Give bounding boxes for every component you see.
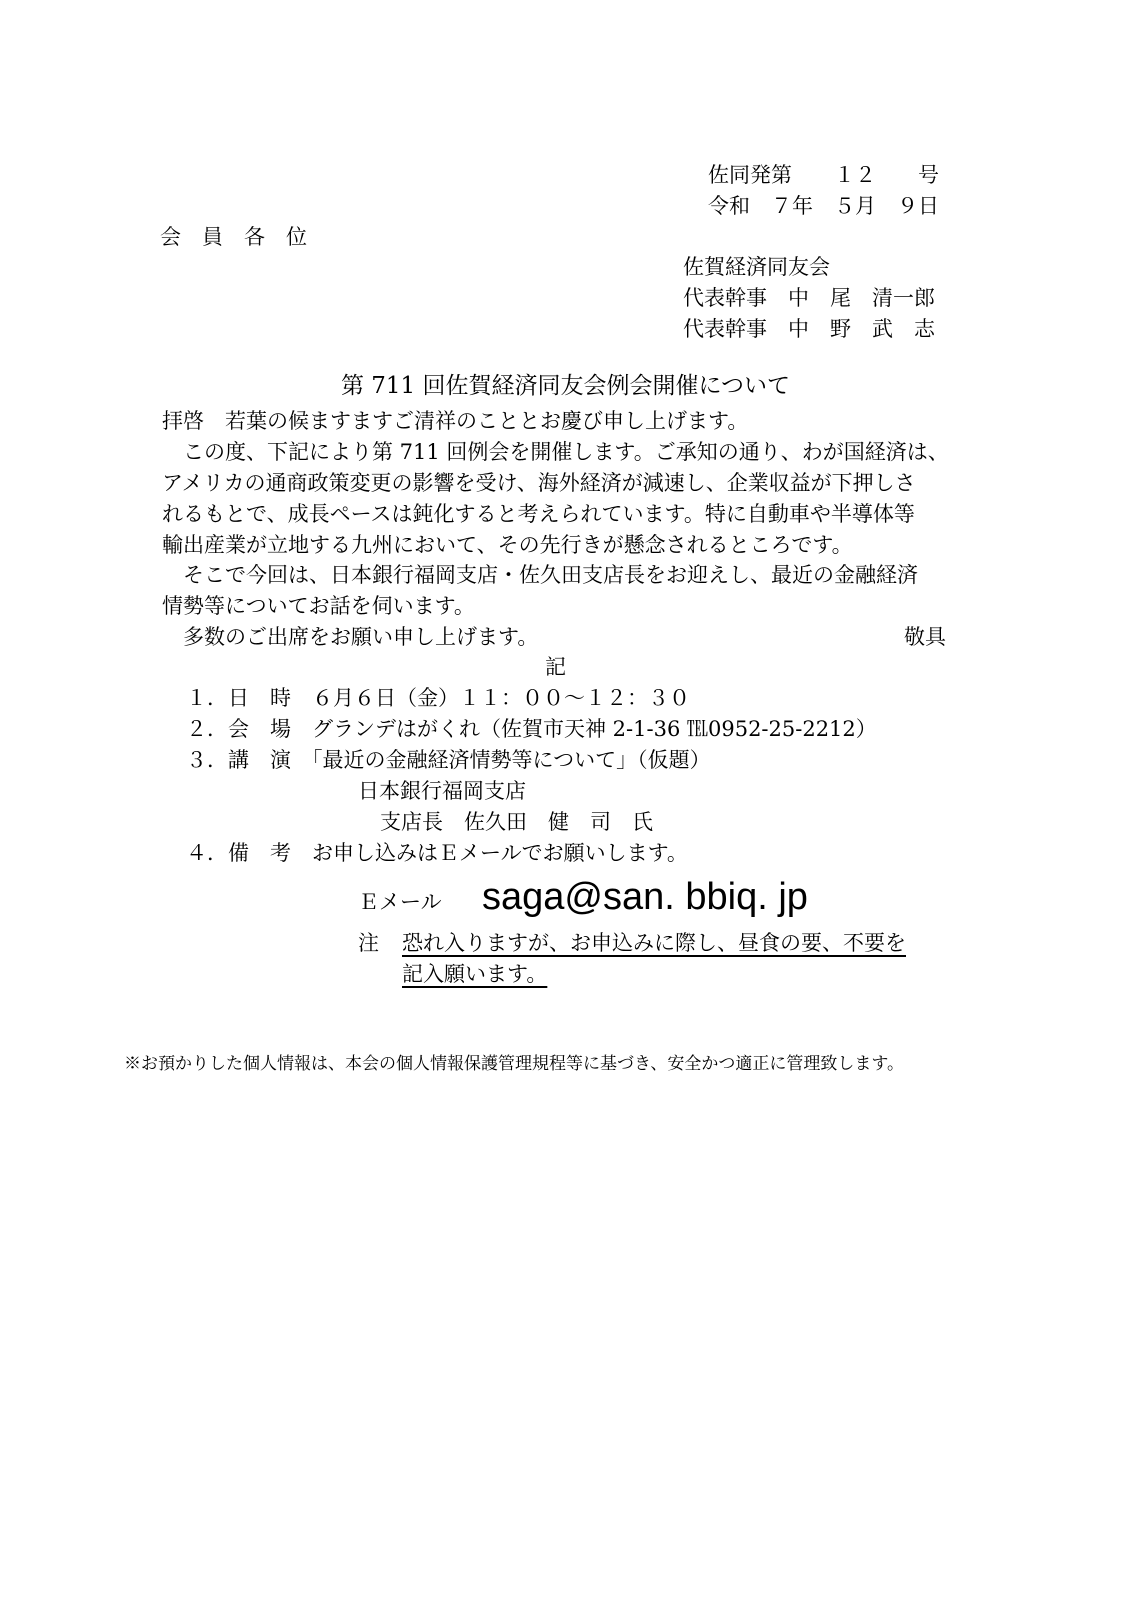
email-address: saga@san. bbiq. jp — [482, 876, 808, 918]
lecture-organization: 日本銀行福岡支店 — [358, 779, 526, 803]
body-line-1: 拝啓 若葉の候ますますご清祥のこととお慶び申し上げます。 — [162, 409, 749, 433]
body-line-6: そこで今回は、日本銀行福岡支店・佐久田支店長をお迎えし、最近の金融経済 — [162, 563, 918, 587]
email-label: Ｅメール — [358, 890, 442, 914]
body-line-8: 多数のご出席をお願い申し上げます。 — [162, 625, 539, 649]
body-line-7: 情勢等についてお話を伺います。 — [162, 594, 475, 618]
document-number: 佐同発第 １２ 号 — [708, 163, 939, 187]
sender-organization: 佐賀経済同友会 — [683, 255, 830, 279]
body-line-4: れるもとで、成長ペースは鈍化すると考えられています。特に自動車や半導体等 — [162, 502, 915, 526]
item-datetime: １．日 時 ６月６日（金）１１：００～１２：３０ — [186, 686, 690, 710]
body-line-3: アメリカの通商政策変更の影響を受け、海外経済が減速し、企業収益が下押しさ — [162, 471, 916, 495]
sender-signer-1: 代表幹事 中 尾 清一郎 — [683, 286, 935, 310]
note-line-2: 記入願います。 — [402, 962, 548, 986]
item-venue: ２．会 場 グランデはがくれ（佐賀市天神 2-1-36 ℡0952-25-2212） — [186, 717, 877, 741]
document-date: 令和 ７年 ５月 ９日 — [708, 194, 939, 218]
addressee: 会 員 各 位 — [160, 225, 307, 249]
ki-heading: 記 — [545, 655, 566, 679]
body-line-2: この度、下記により第 711 回例会を開催します。ご承知の通り、わが国経済は、 — [162, 440, 949, 464]
lecture-speaker: 支店長 佐久田 健 司 氏 — [380, 810, 653, 834]
body-line-5: 輸出産業が立地する九州において、その先行きが懸念されるところです。 — [162, 533, 853, 557]
privacy-notice: ※お預かりした個人情報は、本会の個人情報保護管理規程等に基づき、安全かつ適正に管理致します。 — [124, 1054, 904, 1074]
item-remarks: ４．備 考 お申し込みはＥメールでお願いします。 — [186, 841, 688, 865]
note-line-1: 恐れ入りますが、お申込みに際し、昼食の要、不要を — [402, 931, 906, 955]
note-marker: 注 — [358, 931, 379, 955]
item-lecture: ３．講 演 「最近の金融経済情勢等について」（仮題） — [186, 748, 711, 772]
document-title: 第 711 回佐賀経済同友会例会開催について — [340, 373, 791, 399]
closing-keigu: 敬具 — [904, 625, 946, 649]
sender-signer-2: 代表幹事 中 野 武 志 — [683, 317, 935, 341]
